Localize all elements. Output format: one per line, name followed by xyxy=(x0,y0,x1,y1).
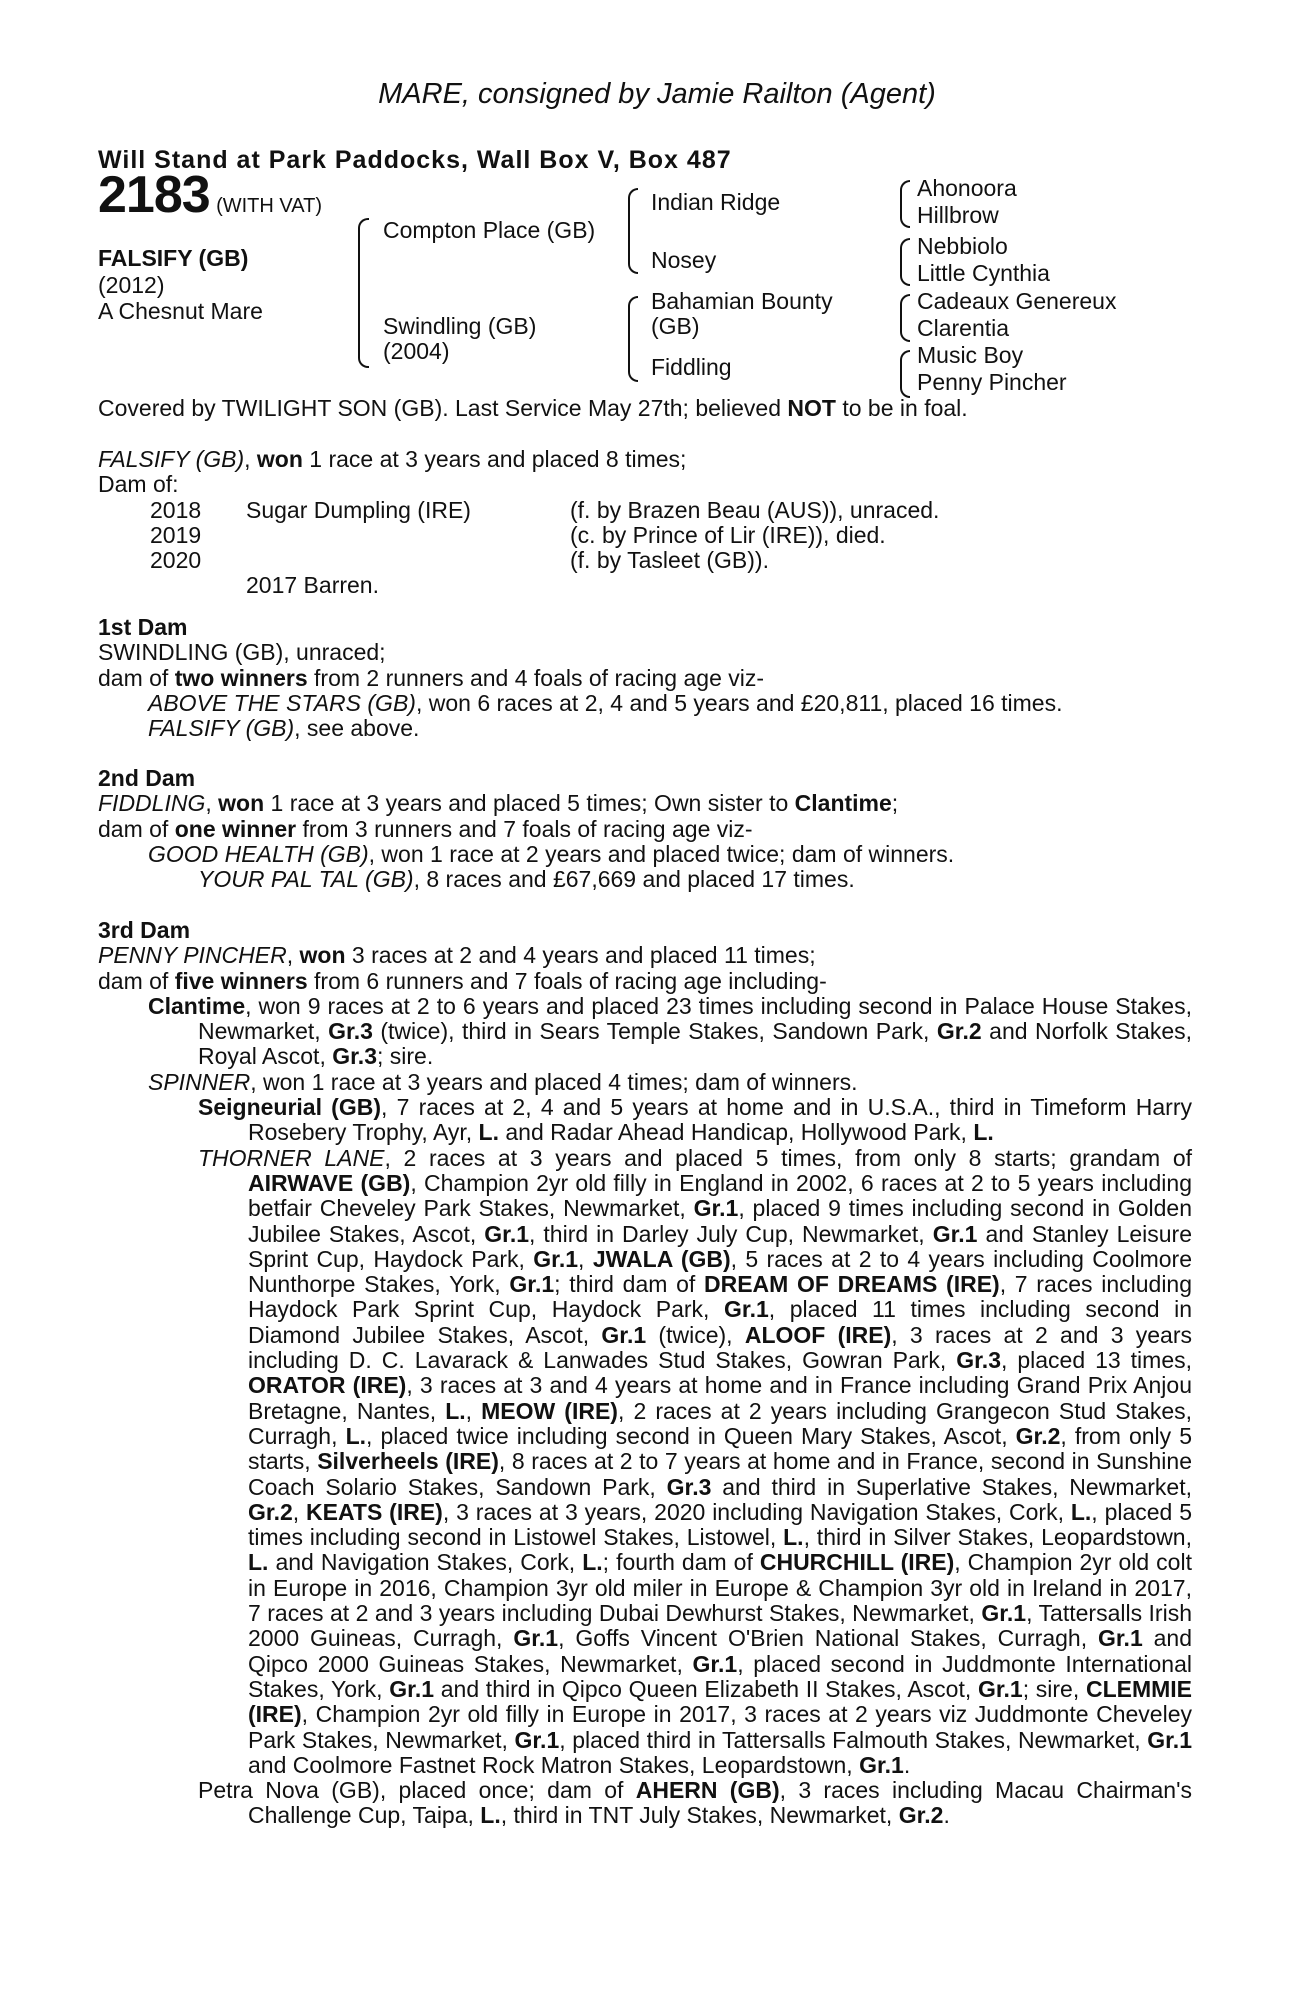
pedigree-dsd: Clarentia xyxy=(917,315,1010,341)
pedigree-brace-3d xyxy=(900,350,910,398)
progeny-seigneurial: Seigneurial (GB), 7 races at 2, 4 and 5 years at home and in U.S.A., third in Timeform Harry Rosebery Trophy, Ayr, L. and Radar Ahead Handicap, Hollywood Park, L. xyxy=(198,1094,1192,1146)
pedigree-dam: Swindling (GB) xyxy=(383,313,537,339)
pedigree-sss: Ahonoora xyxy=(917,175,1017,201)
lot-number-line xyxy=(98,166,322,224)
third-dam-summary: dam of five winners from 6 runners and 7 foals of racing age including- xyxy=(98,967,827,994)
pedigree-sire-dam: Nosey xyxy=(651,247,717,273)
second-dam-heading: 2nd Dam xyxy=(98,765,196,791)
first-dam-line: SWINDLING (GB), unraced; xyxy=(98,639,386,666)
produce-record xyxy=(98,447,1192,599)
progeny-petra-nova: Petra Nova (GB), placed once; dam of AHERN (GB), 3 races including Macau Chairman's Challenge Cup, Taipa, L., third in TNT July Stakes, Newmarket, Gr.2. xyxy=(198,1777,1192,1829)
pedigree-dam-sire-suffix: (GB) xyxy=(651,313,700,339)
page-title: MARE, consigned by Jamie Railton (Agent) xyxy=(378,78,936,110)
pedigree-brace-3c xyxy=(900,294,910,342)
first-dam-progeny: ABOVE THE STARS (GB), won 6 races at 2, 4 and 5 years and £20,811, placed 16 times. xyxy=(148,689,1063,716)
progeny-spinner: SPINNER, won 1 race at 3 years and placed 4 times; dam of winners. xyxy=(148,1068,858,1095)
covered-line: Covered by TWILIGHT SON (GB). Last Service May 27th; believed NOT to be in foal. xyxy=(98,395,968,421)
second-dam-grandprogeny: YOUR PAL TAL (GB), 8 races and £67,669 and placed 17 times. xyxy=(198,866,855,893)
barren-note: 2017 Barren. xyxy=(246,572,379,599)
mare-record: FALSIFY (GB), won 1 race at 3 years and placed 8 times; xyxy=(98,446,687,472)
third-dam-section xyxy=(98,918,1192,1829)
horse-description: A Chesnut Mare xyxy=(98,298,263,324)
pedigree-sds: Nebbiolo xyxy=(917,233,1008,259)
pedigree-ddd: Penny Pincher xyxy=(917,369,1067,395)
progeny-thorner-lane: THORNER LANE, 2 races at 3 years and placed 5 times, from only 8 starts; grandam of AIRWAVE (GB), Champion 2yr old filly in England in 2002, 6 races at 2 to 5 years including betfair Cheveley Park Stakes, Newmarket, Gr.1, placed 9 times including second in Golden Jubilee Stakes, Ascot, Gr.1, third in Darley July Cup, Newmarket, Gr.1 and Stanley Leisure Sprint Cup, Haydock Park, Gr.1, JWALA (GB), 5 races at 2 to 4 years including Coolmore Nunthorpe Stakes, York, Gr.1; third dam of DREAM OF DREAMS (IRE), 7 races including Haydock Park Sprint Cup, Haydock Park, Gr.1, placed 11 times including second in Diamond Jubilee Stakes, Ascot, Gr.1 (twice), ALOOF (IRE), 3 races at 2 and 3 years including D. C. Lavarack & Lanwades Stud Stakes, Gowran Park, Gr.3, placed 13 times, ORATOR (IRE), 3 races at 3 and 4 years at home and in France including Grand Prix Anjou Bretagne, Nantes, L., MEOW (IRE), 2 races at 2 years including Grangecon Stud Stakes, Curragh, L., placed twice including second in Queen Mary Stakes, Ascot, Gr.2, from only 5 starts, Silverheels (IRE), 8 races at 2 to 7 years at home and in France, second in Sunshine Coach Solario Stakes, Sandown Park, Gr.3 and third in Superlative Stakes, Newmarket, Gr.2, KEATS (IRE), 3 races at 3 years, 2020 including Navigation Stakes, Cork, L., placed 5 times including second in Listowel Stakes, Listowel, L., third in Silver Stakes, Leopardstown, L. and Navigation Stakes, Cork, L.; fourth dam of CHURCHILL (IRE), Champion 2yr old colt in Europe in 2016, Champion 3yr old miler in Europe & Champion 3yr old in Ireland in 2017, 7 races at 2 and 3 years including Dubai Dewhurst Stakes, Newmarket, Gr.1, Tattersalls Irish 2000 Guineas, Curragh, Gr.1, Goffs Vincent O'Brien National Stakes, Curragh, Gr.1 and Qipco 2000 Guineas Stakes, Newmarket, Gr.1, placed second in Juddmonte International Stakes, York, Gr.1 and third in Qipco Queen Elizabeth II Stakes, Ascot, Gr.1; sire, CLEMMIE (IRE), Champion 2yr old filly in Europe in 2017, 3 races at 2 years viz Juddmonte Cheveley Park Stakes, Newmarket, Gr.1, placed third in Tattersalls Falmouth Stakes, Newmarket, Gr.1 and Coolmore Fastnet Rock Matron Stakes, Leopardstown, Gr.1. xyxy=(198,1144,1193,1778)
vat-note: (WITH VAT) xyxy=(216,195,322,217)
produce-row: 2019 (c. by Prince of Lir (IRE)), died. xyxy=(150,521,886,548)
pedigree-sdd: Little Cynthia xyxy=(917,260,1050,286)
progeny-clantime: Clantime, won 9 races at 2 to 6 years and placed 23 times including second in Palace House Stakes, Newmarket, Gr.3 (twice), third in Sears Temple Stakes, Sandown Park, Gr.2 and Norfolk Stakes, Royal Ascot, Gr.3; sire. xyxy=(148,992,1192,1070)
first-dam-heading: 1st Dam xyxy=(98,614,188,640)
horse-year: (2012) xyxy=(98,272,165,298)
pedigree-brace-3b xyxy=(900,238,910,286)
second-dam-progeny: GOOD HEALTH (GB), won 1 race at 2 years and placed twice; dam of winners. xyxy=(148,840,955,867)
lot-number: 2183 xyxy=(98,166,210,224)
pedigree-dam-sire: Bahamian Bounty xyxy=(651,288,833,314)
pedigree-sire: Compton Place (GB) xyxy=(383,217,596,243)
first-dam-section xyxy=(98,615,1192,741)
pedigree-dss: Cadeaux Genereux xyxy=(917,288,1117,314)
first-dam-progeny: FALSIFY (GB), see above. xyxy=(148,715,420,742)
first-dam-summary: dam of two winners from 2 runners and 4 foals of racing age viz- xyxy=(98,664,765,691)
second-dam-summary: dam of one winner from 3 runners and 7 foals of racing age viz- xyxy=(98,815,753,842)
pedigree-sire-sire: Indian Ridge xyxy=(651,189,781,215)
pedigree-dam-dam: Fiddling xyxy=(651,354,732,380)
produce-row: 2018 Sugar Dumpling (IRE) (f. by Brazen Beau (AUS)), unraced. xyxy=(150,496,940,523)
dam-of-label: Dam of: xyxy=(98,471,179,498)
pedigree-brace-dam xyxy=(628,296,638,382)
second-dam-section xyxy=(98,766,1192,892)
stand-location: Will Stand at Park Paddocks, Wall Box V, Box 487 xyxy=(98,146,732,174)
pedigree-brace-sire xyxy=(628,188,638,274)
pedigree-dam-year: (2004) xyxy=(383,338,450,364)
second-dam-line: FIDDLING, won 1 race at 3 years and placed 5 times; Own sister to Clantime; xyxy=(98,790,899,817)
pedigree-ssd: Hillbrow xyxy=(917,202,999,228)
horse-name: FALSIFY (GB) xyxy=(98,245,249,271)
third-dam-line: PENNY PINCHER, won 3 races at 2 and 4 years and placed 11 times; xyxy=(98,942,816,969)
third-dam-heading: 3rd Dam xyxy=(98,917,191,943)
pedigree-dds: Music Boy xyxy=(917,342,1024,368)
pedigree-brace-main xyxy=(358,218,369,368)
produce-row: 2020 (f. by Tasleet (GB)). xyxy=(150,547,769,574)
pedigree-brace-3a xyxy=(900,180,910,228)
